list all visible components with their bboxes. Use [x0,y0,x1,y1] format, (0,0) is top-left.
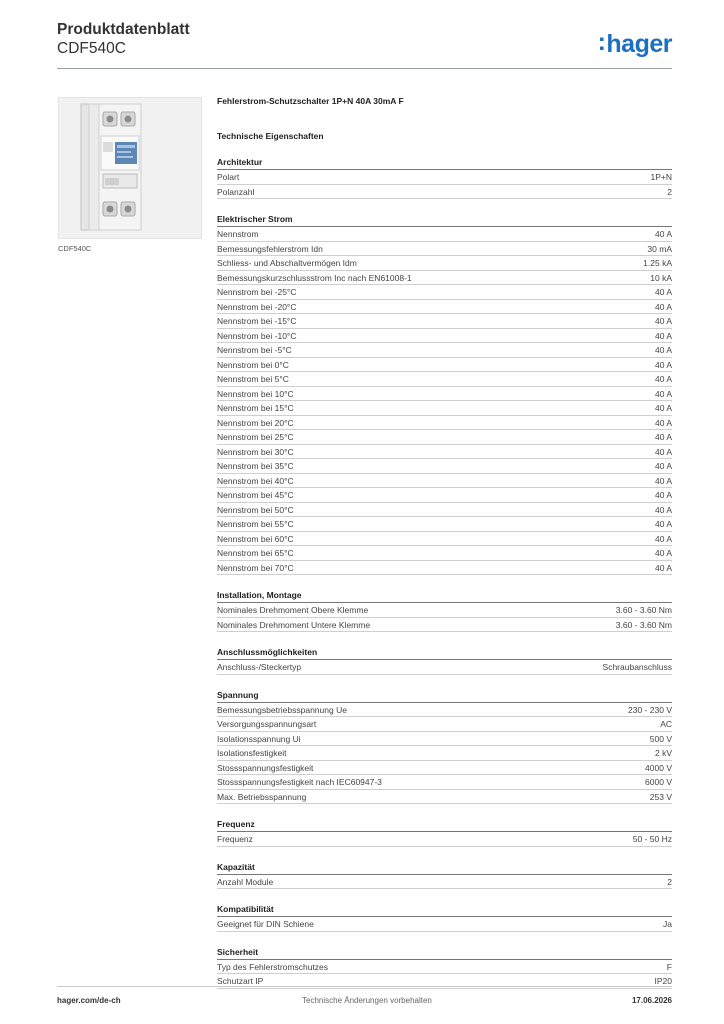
spec-label: Typ des Fehlerstromschutzes [217,961,329,972]
product-code: CDF540C [57,40,126,57]
spec-value: 1.25 kA [643,258,672,268]
spec-label: Frequenz [217,834,253,844]
spec-row [217,170,672,185]
spec-section [217,213,672,575]
section-title: Frequenz [217,818,672,832]
spec-row [217,488,672,503]
spec-section [217,818,672,847]
spec-row [217,832,672,847]
spec-label: Nennstrom bei 15°C [217,403,294,413]
spec-value: 40 A [654,490,672,500]
spec-value: 40 A [654,417,672,428]
spec-value: 230 - 230 V [628,704,672,715]
spec-row [217,703,672,718]
spec-value: 253 V [649,791,672,802]
section-title: Installation, Montage [217,589,672,603]
spec-row [217,875,672,890]
spec-value: 40 A [654,330,672,341]
spec-section [217,689,672,805]
spec-label: Nennstrom bei -20°C [217,301,297,312]
spec-value: 40 A [654,446,672,457]
spec-label: Nennstrom bei 45°C [217,490,294,500]
spec-row [217,474,672,489]
spec-label: Schliess- und Abschaltvermögen Idm [217,258,357,268]
spec-value: 40 A [654,461,672,471]
spec-value: 40 A [654,475,672,486]
spec-value: F [666,961,672,972]
spec-value: 2 [667,876,672,887]
spec-row [217,732,672,747]
spec-value: 40 A [654,504,672,515]
spec-row [217,459,672,474]
spec-label: Nennstrom bei 60°C [217,533,294,544]
spec-row [217,503,672,518]
spec-label: Nennstrom bei 25°C [217,432,294,442]
spec-value: 40 A [654,374,672,384]
logo-dots: : [597,28,606,56]
spec-label: Nennstrom bei -25°C [217,287,297,297]
spec-row [217,746,672,761]
spec-label: Polanzahl [217,186,255,197]
spec-value: 40 A [654,432,672,442]
spec-row [217,314,672,329]
spec-label: Nominales Drehmoment Untere Klemme [217,619,371,630]
spec-row [217,775,672,790]
spec-row [217,960,672,975]
spec-row [217,285,672,300]
section-title: Elektrischer Strom [217,213,672,227]
spec-section [217,589,672,632]
spec-value: 3.60 - 3.60 Nm [615,605,672,615]
spec-label: Nennstrom bei 35°C [217,461,294,471]
spec-section [217,156,672,199]
spec-label: Bemessungsbetriebsspannung Ue [217,704,347,715]
logo-text: hager [606,30,672,58]
spec-section [217,861,672,890]
rcd-device-illustration [59,98,201,238]
spec-row [217,445,672,460]
page-header [57,20,672,58]
hager-logo [598,30,672,59]
spec-value: 500 V [649,733,672,744]
section-title: Sicherheit [217,946,672,960]
spec-label: Nominales Drehmoment Obere Klemme [217,605,369,615]
spec-label: Max. Betriebsspannung [217,791,307,802]
spec-value: 40 A [654,316,672,326]
spec-value: 10 kA [650,272,672,283]
spec-row [217,343,672,358]
section-title: Architektur [217,156,672,170]
spec-value: 40 A [654,345,672,355]
spec-value: 40 A [654,403,672,413]
spec-row [217,372,672,387]
spec-value: 2 kV [654,748,672,758]
spec-value: 40 A [654,229,672,239]
spec-label: Nennstrom bei 10°C [217,388,294,399]
section-title: Kompatibilität [217,903,672,917]
spec-row [217,256,672,271]
spec-label: Nennstrom bei 65°C [217,548,294,558]
spec-row [217,761,672,776]
spec-row [217,546,672,561]
spec-label: Nennstrom [217,229,259,239]
spec-label: Bemessungskurzschlussstrom Inc nach EN61008-1 [217,272,412,283]
section-title: Spannung [217,689,672,703]
footer-website[interactable]: hager.com/de-ch [57,996,121,1005]
spec-value: IP20 [654,976,672,986]
spec-row [217,660,672,675]
page-footer [57,996,672,1010]
spec-section [217,646,672,675]
spec-row [217,532,672,547]
spec-label: Nennstrom bei 70°C [217,562,294,573]
spec-row [217,416,672,431]
spec-label: Geeignet für DIN Schiene [217,919,314,929]
tech-properties-title: Technische Eigenschaften [217,131,324,141]
spec-value: 3.60 - 3.60 Nm [615,619,672,630]
section-title: Anschlussmöglichkeiten [217,646,672,660]
footer-date: 17.06.2026 [631,996,672,1005]
spec-label: Nennstrom bei 50°C [217,504,294,515]
spec-label: Isolationsspannung Ui [217,733,301,744]
spec-row [217,271,672,286]
spec-label: Nennstrom bei 0°C [217,359,289,370]
footer-divider [57,986,672,987]
spec-value: 40 A [654,519,672,529]
spec-section [217,903,672,932]
spec-row [217,717,672,732]
spec-label: Anschluss-/Steckertyp [217,662,302,672]
spec-value: 40 A [654,533,672,544]
spec-value: 40 A [654,301,672,312]
spec-row [217,517,672,532]
spec-label: Stossspannungsfestigkeit [217,762,314,773]
spec-section [217,946,672,989]
spec-label: Nennstrom bei 20°C [217,417,294,428]
spec-label: Anzahl Module [217,876,274,887]
header-divider [57,68,672,69]
spec-row [217,561,672,576]
spec-label: Polart [217,172,240,182]
spec-value: 1P+N [650,172,672,182]
spec-label: Isolationsfestigkeit [217,748,287,758]
spec-label: Schutzart IP [217,976,264,986]
spec-row [217,603,672,618]
product-name: Fehlerstrom-Schutzschalter 1P+N 40A 30mA F [217,96,404,106]
spec-value: 30 mA [647,243,672,254]
spec-label: Versorgungsspannungsart [217,719,317,729]
spec-content [217,95,672,989]
spec-value: 4000 V [645,762,672,773]
spec-sections [217,156,672,989]
spec-row [217,618,672,633]
spec-label: Nennstrom bei -15°C [217,316,297,326]
spec-row [217,401,672,416]
spec-row [217,185,672,200]
spec-value: 40 A [654,388,672,399]
spec-value: 40 A [654,548,672,558]
spec-value: Ja [663,919,672,929]
spec-row [217,358,672,373]
spec-label: Nennstrom bei -5°C [217,345,292,355]
spec-row [217,300,672,315]
image-caption: CDF540C [58,244,92,253]
section-title: Kapazität [217,861,672,875]
spec-value: 6000 V [645,777,672,787]
spec-row [217,790,672,805]
spec-row [217,387,672,402]
spec-row [217,430,672,445]
spec-label: Nennstrom bei 30°C [217,446,294,457]
spec-value: 50 - 50 Hz [632,834,672,844]
spec-label: Nennstrom bei 55°C [217,519,294,529]
spec-value: 40 A [654,562,672,573]
spec-row [217,329,672,344]
spec-label: Nennstrom bei -10°C [217,330,297,341]
spec-label: Nennstrom bei 5°C [217,374,289,384]
spec-row [217,227,672,242]
spec-row [217,917,672,932]
spec-value: AC [660,719,672,729]
spec-value: Schraubanschluss [602,662,672,672]
footer-notice: Technische Änderungen vorbehalten [302,996,432,1005]
page-title: Produktdatenblatt [57,21,190,38]
spec-value: 40 A [654,359,672,370]
spec-row [217,242,672,257]
spec-value: 2 [667,186,672,197]
spec-label: Stossspannungsfestigkeit nach IEC60947-3 [217,777,382,787]
spec-value: 40 A [654,287,672,297]
spec-label: Nennstrom bei 40°C [217,475,294,486]
product-image [58,97,202,239]
spec-label: Bemessungsfehlerstrom Idn [217,243,323,254]
